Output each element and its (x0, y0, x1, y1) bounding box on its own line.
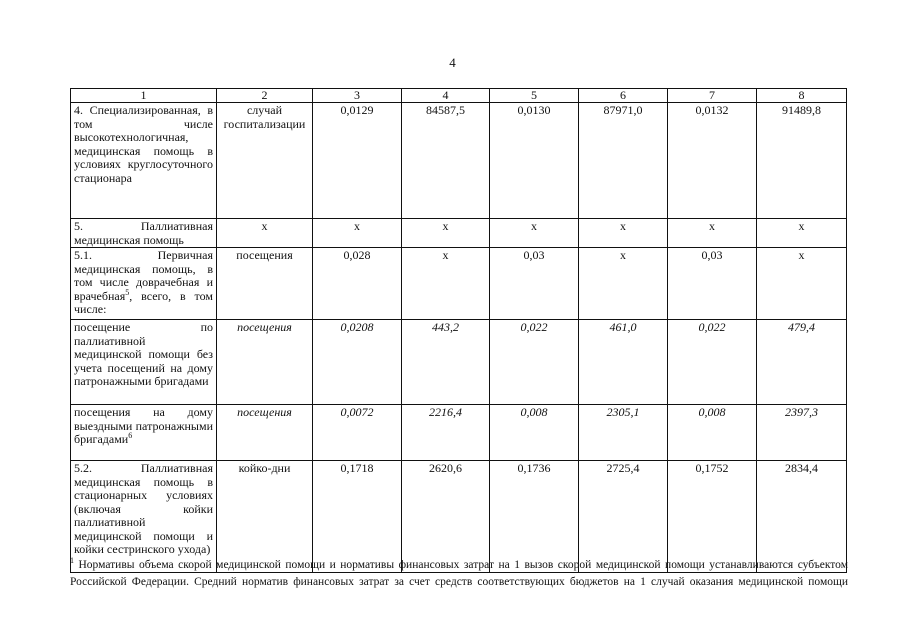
header-cell: 8 (757, 89, 847, 103)
value-cell: 0,0208 (313, 320, 402, 405)
value-cell: 0,1718 (313, 461, 402, 573)
value-cell: х (757, 248, 847, 320)
table-row (71, 248, 847, 320)
table-row (71, 461, 847, 573)
header-cell: 5 (490, 89, 579, 103)
value-cell: 0,0072 (313, 405, 402, 461)
footnote-mark: 1 (70, 556, 74, 566)
row-label-text: посещения на дому выездными патронажными бригадами (74, 405, 213, 446)
value-cell: 0,1752 (668, 461, 757, 573)
value-cell: 2834,4 (757, 461, 847, 573)
value-cell: 479,4 (757, 320, 847, 405)
value-cell: 0,008 (490, 405, 579, 461)
value-cell: 461,0 (579, 320, 668, 405)
table-row (71, 219, 847, 248)
row-label-text: , всего, в том числе: (74, 288, 213, 316)
footnote-text: Нормативы объема скорой медицинской помощи и нормативы финансовых затрат на 1 вызов скорой медицинской помощи устанавливаются субъектом (74, 559, 848, 571)
header-cell: 1 (71, 89, 217, 103)
value-cell: х (757, 219, 847, 248)
row-label: 5. Паллиативная медицинская помощь (71, 219, 217, 248)
footnote-line (70, 557, 848, 574)
row-label (71, 248, 217, 320)
value-cell: 87971,0 (579, 103, 668, 219)
value-cell: 91489,8 (757, 103, 847, 219)
row-label: 5.2. Паллиативная медицинская помощь в стационарных условиях (включая койки паллиативной медицинской помощи и койки сестринского ухода) (71, 461, 217, 573)
unit-cell: посещения (217, 405, 313, 461)
value-cell: 0,03 (490, 248, 579, 320)
unit-cell: случай госпитализации (217, 103, 313, 219)
value-cell: 0,0130 (490, 103, 579, 219)
table-row (71, 320, 847, 405)
value-cell: х (579, 219, 668, 248)
header-cell: 4 (402, 89, 490, 103)
row-label: посещение по паллиативной медицинской помощи без учета посещений на дому патронажными бригадами (71, 320, 217, 405)
value-cell: 0,022 (490, 320, 579, 405)
value-cell: х (579, 248, 668, 320)
value-cell: х (402, 219, 490, 248)
value-cell: х (313, 219, 402, 248)
value-cell: 2305,1 (579, 405, 668, 461)
table-row (71, 103, 847, 219)
value-cell: 0,0132 (668, 103, 757, 219)
value-cell: 2397,3 (757, 405, 847, 461)
page-number: 4 (449, 55, 456, 70)
header-cell: 7 (668, 89, 757, 103)
footnote-line: Российской Федерации. Средний норматив финансовых затрат за счет средств соответствующих бюджетов на 1 случай оказания медицинской помощи (70, 576, 848, 588)
row-label: 4. Специализированная, в том числе высокотехнологичная, медицинская помощь в условиях круглосуточного стационара (71, 103, 217, 219)
row-label (71, 405, 217, 461)
footnote-ref: 6 (128, 431, 133, 440)
footnote-ref: 5 (125, 287, 130, 297)
header-cell: 6 (579, 89, 668, 103)
header-cell: 3 (313, 89, 402, 103)
value-cell: х (402, 248, 490, 320)
value-cell: 0,1736 (490, 461, 579, 573)
value-cell: 2725,4 (579, 461, 668, 573)
value-cell: х (668, 219, 757, 248)
table-row (71, 405, 847, 461)
value-cell: 0,008 (668, 405, 757, 461)
unit-cell: посещения (217, 248, 313, 320)
unit-cell: койко-дни (217, 461, 313, 573)
header-row (71, 89, 847, 103)
value-cell: 443,2 (402, 320, 490, 405)
normatives-table (70, 88, 847, 573)
header-cell: 2 (217, 89, 313, 103)
unit-cell: посещения (217, 320, 313, 405)
value-cell: 0,03 (668, 248, 757, 320)
value-cell: 2620,6 (402, 461, 490, 573)
value-cell: 2216,4 (402, 405, 490, 461)
value-cell: 0,0129 (313, 103, 402, 219)
footnotes (70, 557, 848, 591)
value-cell: х (490, 219, 579, 248)
value-cell: 0,022 (668, 320, 757, 405)
value-cell: 84587,5 (402, 103, 490, 219)
unit-cell: х (217, 219, 313, 248)
row-label-text: 5.1. Первичная медицинская помощь, в том числе доврачебная и врачебная (74, 248, 213, 303)
value-cell: 0,028 (313, 248, 402, 320)
